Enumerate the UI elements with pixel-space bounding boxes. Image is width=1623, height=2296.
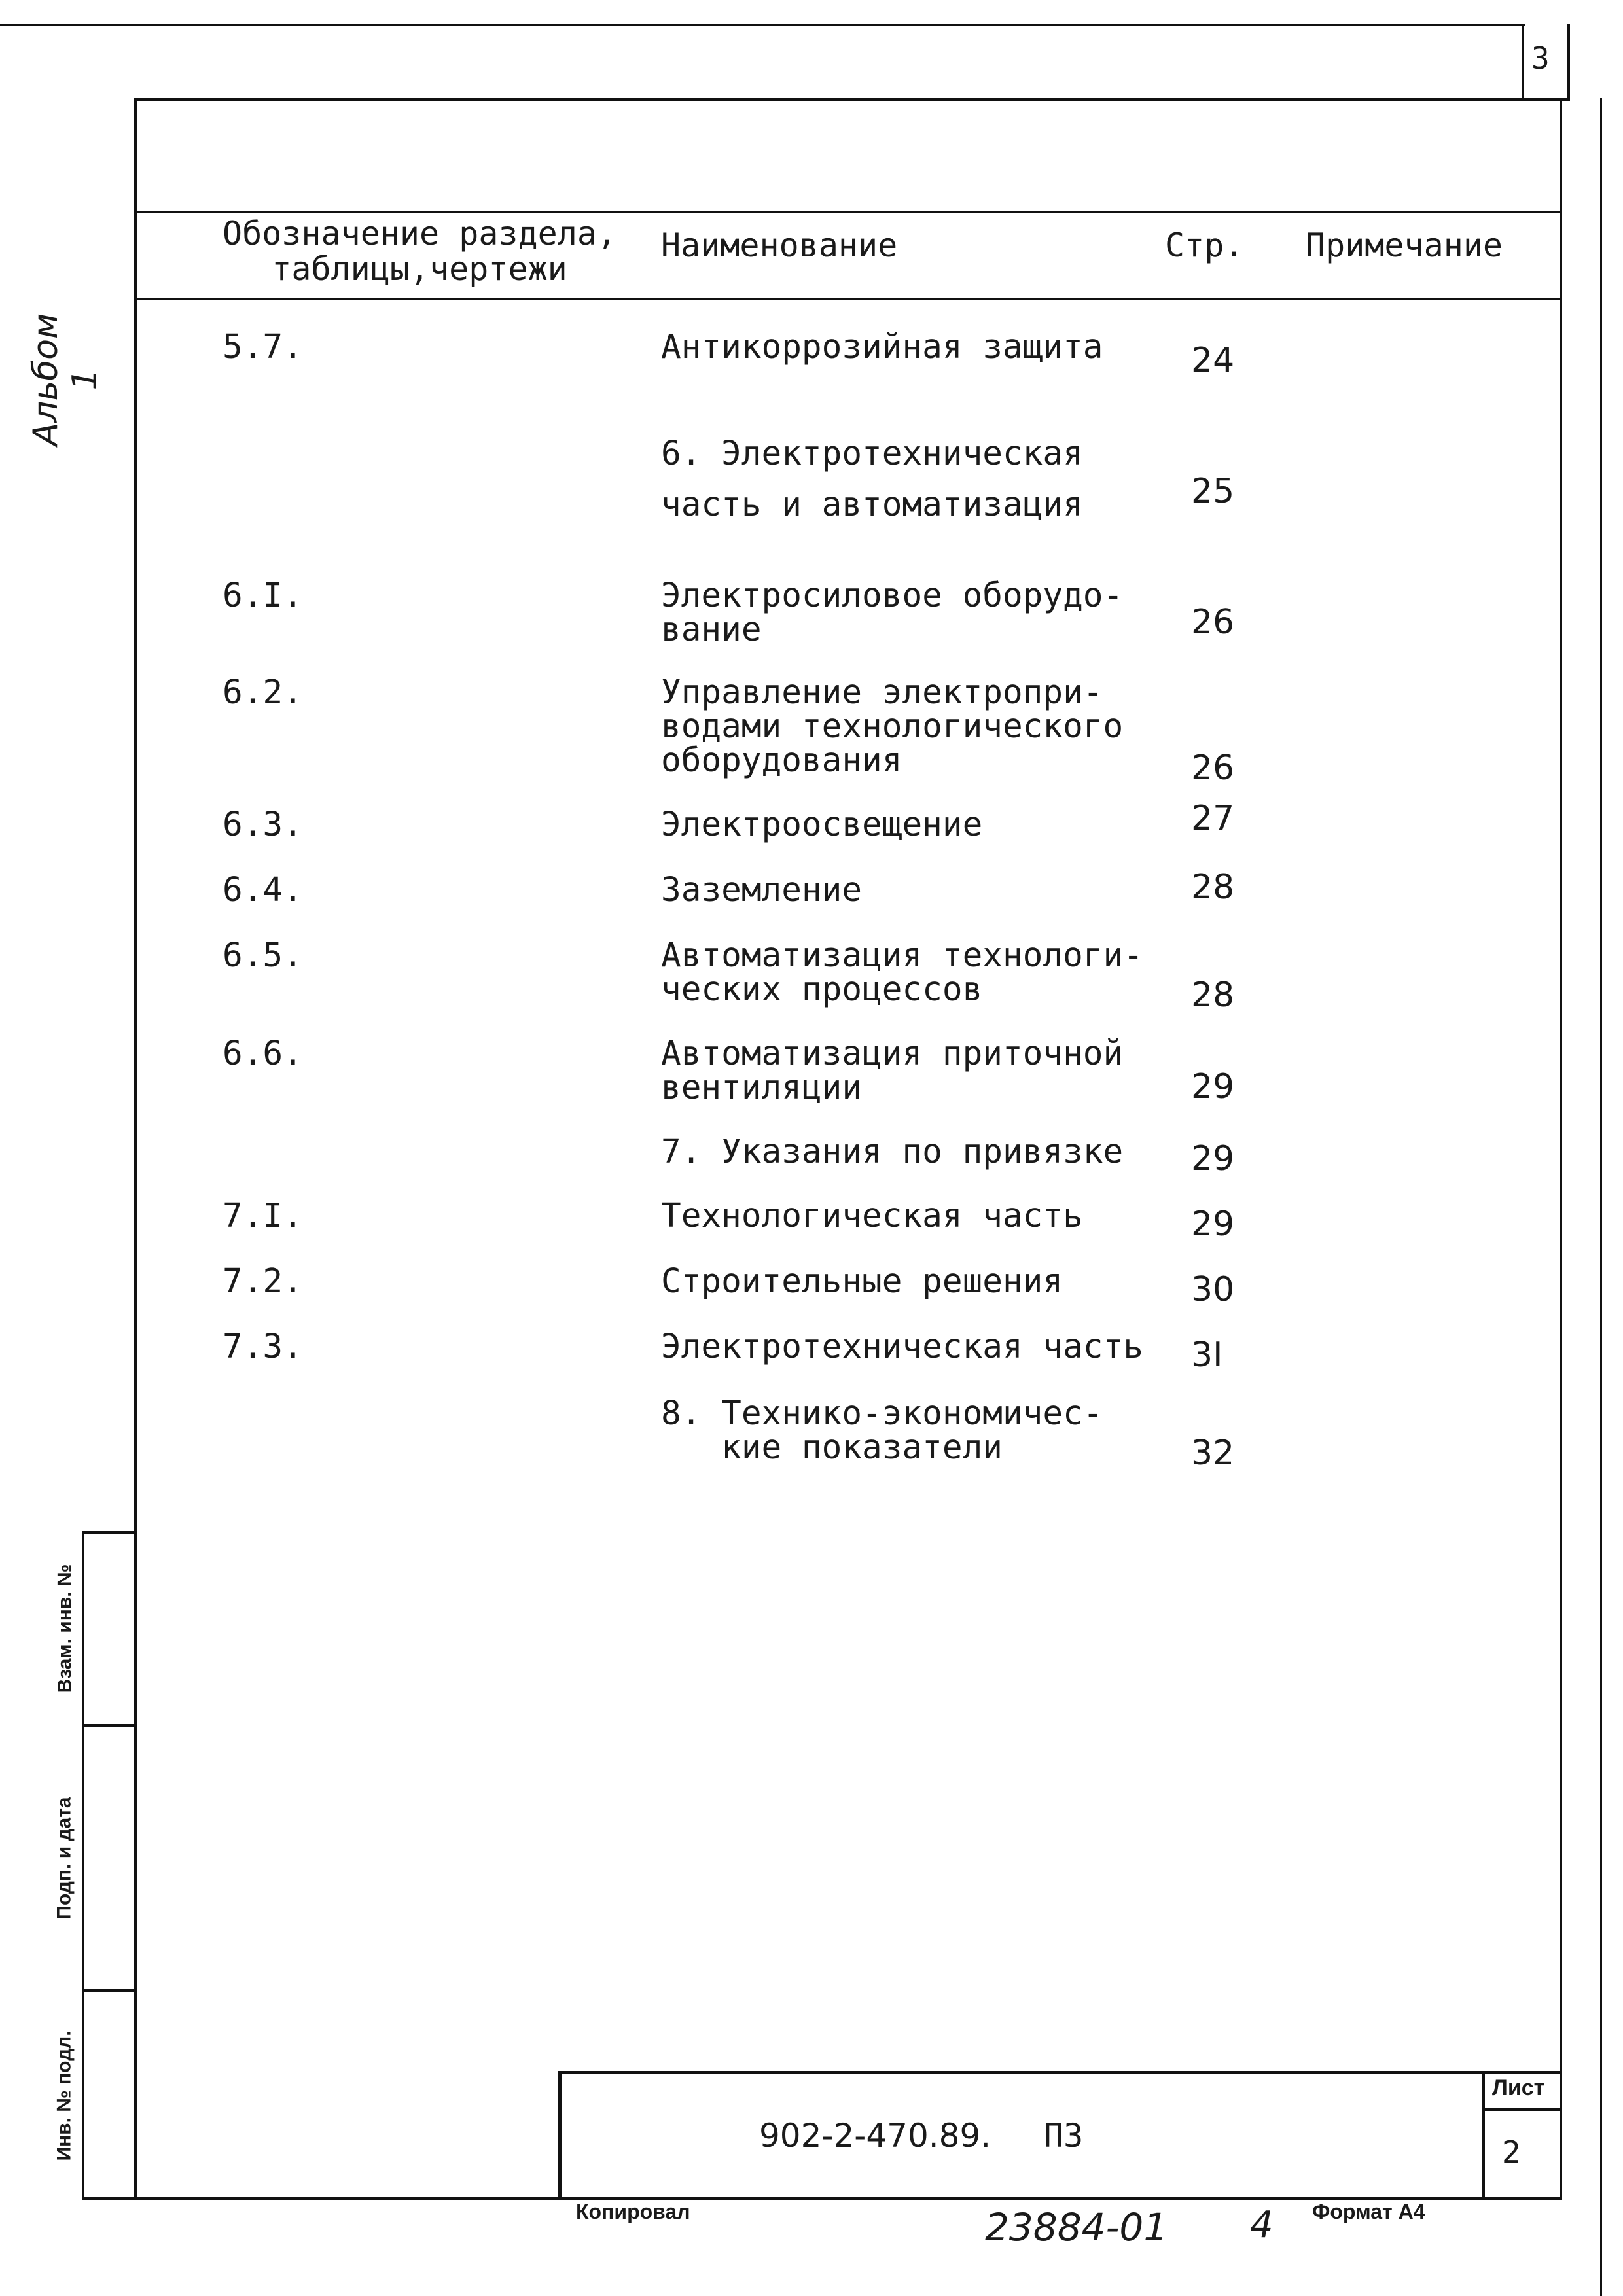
row-name: Электротехническая часть [661,1328,1143,1366]
row-name: 8. Технико-экономичес- кие показатели [661,1394,1103,1467]
frame-top [134,98,1569,101]
archive-number: 23884-01 [985,2205,1168,2250]
side-stamp-divider [82,1724,135,1727]
row-name: Антикоррозийная защита [661,328,1103,366]
row-name: Строительные решения [661,1262,1063,1301]
row-code: 6.I. [223,576,303,615]
row-name: Технологическая часть [661,1197,1083,1235]
row-code: 6.5. [223,936,303,975]
row-page: 27 [1191,799,1235,838]
outer-right-edge [1600,98,1602,2296]
copied-by-label: Копировал [576,2200,690,2223]
frame-left [134,98,137,2200]
sheet-number: 2 [1502,2134,1522,2170]
side-cell-inv-original: Инв. № подл. [54,2030,75,2161]
row-page: 29 [1191,1139,1235,1178]
archive-sheet: 4 [1250,2204,1274,2246]
page-number: 3 [1531,41,1550,76]
row-page: 25 [1191,472,1235,511]
header-name: Наименование [661,226,898,264]
document-type: ПЗ [1044,2117,1084,2155]
page-number-box-right [1567,24,1570,101]
header-page: Стр. [1165,226,1244,264]
album-label: Альбом 1 [26,313,105,446]
row-code: 6.2. [223,673,303,712]
title-block-top [558,2071,1562,2074]
row-code: 7.3. [223,1328,303,1366]
header-top-line [134,211,1561,213]
row-code: 6.3. [223,805,303,844]
row-page: 26 [1191,603,1235,642]
row-page: 24 [1191,341,1235,380]
row-page: 29 [1191,1205,1235,1244]
header-designation: Обозначение раздела, таблицы,чертежи [223,215,617,288]
row-page: 28 [1191,976,1235,1015]
title-block-left [558,2071,562,2200]
format-label: Формат А4 [1312,2200,1425,2223]
sheet-cell-left [1482,2071,1485,2200]
side-cell-inv-replace: Взам. инв. № [54,1564,76,1693]
top-edge-line [0,24,1525,26]
row-name: 6. Электротехническая часть и автоматизация [661,434,1083,524]
sheet-cell-divider [1482,2108,1562,2111]
row-page: 30 [1191,1270,1235,1309]
page-number-box-left [1522,24,1524,101]
side-stamp-top [82,1531,135,1534]
row-name: Электросиловое оборудо- вание [661,576,1124,649]
side-cell-signature-date: Подп. и дата [54,1797,75,1920]
row-name: Автоматизация приточной вентиляции [661,1034,1124,1107]
row-code: 7.2. [223,1262,303,1301]
row-page: 29 [1191,1067,1235,1106]
row-page: 28 [1191,868,1235,907]
side-stamp-divider [82,1989,135,1992]
header-bottom-line [134,298,1561,300]
document-code: 902-2-470.89. [759,2117,991,2155]
row-name: Автоматизация технологи- ческих процессов [661,936,1143,1009]
sheet-label: Лист [1492,2075,1545,2100]
row-name: Управление электропри- водами технологического оборудования [661,673,1124,780]
row-page: 26 [1191,749,1235,788]
header-note: Примечание [1306,226,1503,264]
frame-right [1560,98,1562,2200]
row-page: 32 [1191,1434,1235,1473]
row-code: 6.4. [223,871,303,910]
row-code: 7.I. [223,1197,303,1235]
row-code: 6.6. [223,1034,303,1073]
row-name: 7. Указания по привязке [661,1133,1124,1171]
row-code: 5.7. [223,328,303,366]
row-name: Заземление [661,871,863,910]
row-page: 3I [1191,1335,1223,1375]
row-name: Электроосвещение [661,805,983,844]
